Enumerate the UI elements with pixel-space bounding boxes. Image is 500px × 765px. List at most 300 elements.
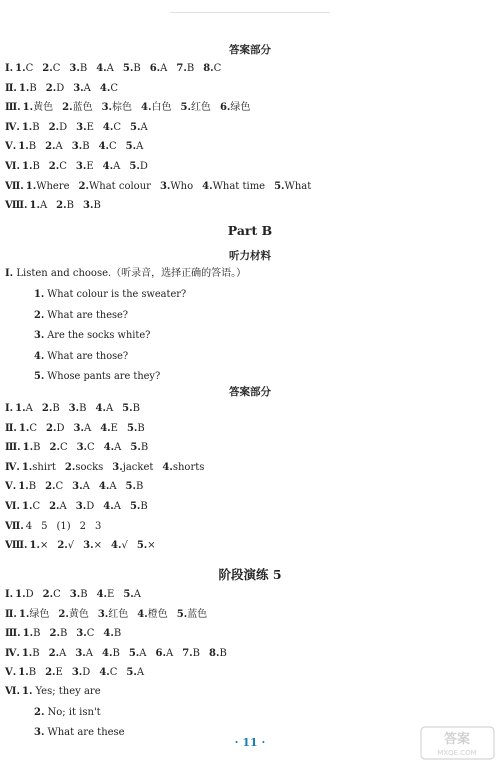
answer-item	[18, 481, 36, 492]
answer-item	[22, 648, 40, 659]
item-number: 2.	[62, 102, 73, 114]
item-value: A	[83, 82, 91, 94]
question-number: Ⅵ.	[5, 501, 20, 512]
item-number: 5.	[129, 501, 141, 512]
answer-item	[99, 141, 117, 152]
answer-row	[5, 403, 140, 415]
answer-item	[100, 423, 118, 434]
page-number: · 11 ·	[234, 736, 266, 749]
answer-row	[5, 161, 148, 173]
section-title-answers-2: 答案部分	[229, 386, 271, 398]
answer-item	[203, 63, 221, 74]
answer-item	[73, 83, 91, 94]
section-title-listening: 听力材料	[229, 250, 271, 262]
item-value: C	[52, 63, 61, 74]
item-number: 1.	[21, 686, 33, 697]
item-number: 5.	[130, 121, 141, 133]
question-number: Ⅲ.	[5, 102, 21, 114]
answer-item	[141, 102, 171, 113]
item-number: 1.	[22, 102, 34, 114]
question-number: Ⅷ.	[5, 540, 28, 552]
item-value: D	[59, 121, 68, 133]
answer-item	[69, 403, 87, 414]
item-number: 2.	[49, 501, 60, 512]
question-number: Ⅳ.	[5, 461, 20, 473]
item-number: 4.	[102, 647, 113, 659]
item-number: 1.	[21, 121, 33, 133]
item-value: A	[113, 501, 121, 512]
top-rule	[170, 12, 330, 13]
item-value: D	[139, 161, 148, 172]
item-number: 2.	[46, 422, 57, 434]
item-value: What	[284, 180, 312, 192]
answer-item	[46, 83, 64, 94]
item-number: 6.	[219, 102, 231, 114]
item-value: B	[32, 121, 40, 133]
answer-item	[23, 442, 41, 453]
item-value: B	[79, 63, 88, 74]
item-value: E	[55, 667, 63, 679]
answer-item	[65, 462, 103, 473]
answer-row	[34, 707, 101, 719]
question-number: 4.	[34, 350, 45, 362]
answer-item	[62, 102, 92, 113]
answer-item	[104, 442, 122, 453]
item-value: 5	[41, 520, 48, 532]
question-number: Ⅰ.	[5, 63, 14, 74]
item-value: B	[33, 628, 41, 640]
item-number: 2.	[42, 63, 53, 74]
item-value: C	[213, 63, 222, 74]
answer-item	[76, 122, 94, 133]
question-number: Ⅶ.	[5, 520, 24, 532]
answer-item	[137, 609, 167, 620]
item-number: 1.	[18, 141, 29, 153]
svg-text:MXQE.COM: MXQE.COM	[437, 749, 477, 757]
item-value: 红色	[108, 608, 129, 620]
answer-item	[42, 403, 60, 414]
item-value: B	[32, 161, 40, 172]
item-value: A	[106, 63, 114, 74]
item-value: C	[86, 628, 95, 640]
answer-item	[75, 648, 93, 659]
item-value: B	[112, 647, 120, 659]
answer-item	[103, 628, 121, 639]
answer-row	[5, 83, 118, 95]
item-value: jacket	[122, 461, 154, 473]
question-text: What are those?	[47, 350, 129, 362]
answer-item	[274, 181, 311, 192]
item-number: 4.	[98, 481, 110, 493]
item-value: shorts	[172, 461, 205, 473]
item-value: 蓝色	[187, 608, 208, 620]
question-number: Ⅶ.	[5, 180, 24, 192]
answer-item	[22, 161, 40, 172]
item-number: 3.	[76, 628, 87, 640]
item-value: ×	[39, 540, 49, 552]
item-value: B	[28, 141, 37, 153]
item-number: 1.	[18, 422, 30, 434]
question-number: 5.	[34, 371, 45, 382]
question-number: 2.	[34, 309, 45, 321]
answer-item	[126, 667, 144, 678]
question-text: Whose pants are they?	[47, 371, 161, 382]
item-value: E	[86, 121, 94, 133]
listening-question	[34, 289, 186, 301]
item-value: √	[67, 540, 75, 552]
item-value: A	[136, 667, 145, 679]
item-number: 5.	[125, 481, 136, 493]
item-number: 3.	[72, 481, 83, 493]
item-value: A	[83, 422, 92, 434]
item-number: 8.	[203, 63, 214, 74]
item-number: 3.	[71, 667, 83, 679]
question-number: Ⅰ.	[5, 589, 14, 600]
answer-item	[130, 442, 148, 453]
answer-item	[29, 200, 47, 211]
item-number: 4.	[103, 501, 114, 512]
item-number: 3.	[76, 442, 88, 454]
listening-intro	[5, 268, 246, 280]
item-value: D	[82, 667, 91, 679]
item-value: B	[136, 481, 144, 493]
item-value: B	[80, 589, 88, 600]
item-number: 4.	[96, 589, 108, 600]
item-number: 2.	[41, 403, 53, 414]
item-value: E	[107, 589, 115, 600]
question-text: Are the socks white?	[47, 330, 151, 341]
item-value: A	[140, 121, 148, 133]
answer-item	[45, 667, 63, 678]
question-number: Ⅲ.	[5, 628, 21, 640]
item-number: 2.	[48, 121, 60, 133]
item-value: B	[28, 667, 37, 679]
item-number: 5.	[128, 647, 140, 659]
item-number: 1.	[15, 403, 26, 414]
item-value: A	[139, 647, 147, 659]
answer-row	[5, 63, 221, 75]
item-number: 5.	[176, 608, 188, 620]
item-number: 4.	[99, 667, 110, 679]
section-title-part-b: Part B	[227, 223, 273, 238]
question-number: Ⅴ.	[5, 481, 17, 493]
item-value: B	[133, 63, 141, 74]
item-number: 4.	[99, 82, 111, 94]
item-value: E	[86, 161, 94, 172]
answer-row	[5, 102, 250, 114]
answer-item	[122, 403, 140, 414]
answer-item	[49, 648, 67, 659]
answer-item	[56, 200, 74, 211]
answer-item	[79, 181, 151, 192]
item-value: ×	[93, 540, 102, 552]
item-value: A	[165, 647, 174, 659]
item-number: 1.	[15, 589, 26, 600]
answer-item	[76, 628, 94, 639]
item-number: 3.	[76, 121, 87, 133]
item-number: 3.	[73, 422, 84, 434]
item-value: D	[25, 589, 34, 600]
answer-item	[22, 462, 56, 473]
listening-intro-text: Listen and choose.（听录音，选择正确的答语。）	[16, 268, 247, 279]
answer-item	[49, 501, 67, 512]
item-number: 2.	[45, 667, 56, 679]
answer-item	[80, 521, 86, 532]
item-number: 5.	[126, 422, 138, 434]
answer-item	[15, 63, 33, 74]
answer-item	[127, 423, 145, 434]
answer-item	[49, 628, 67, 639]
item-number: 2.	[45, 481, 56, 493]
answer-item	[19, 423, 37, 434]
item-number: 6.	[149, 63, 161, 74]
item-value: B	[29, 82, 37, 94]
item-number: 4.	[141, 102, 152, 114]
item-value: No; it isn't	[47, 706, 101, 718]
item-value: A	[136, 141, 144, 153]
listening-question	[34, 351, 128, 363]
item-value: What time	[212, 180, 266, 192]
item-value: A	[59, 501, 67, 512]
answer-item	[22, 501, 40, 512]
answer-item	[45, 141, 63, 152]
answer-item	[129, 161, 147, 172]
listening-question	[34, 371, 160, 383]
answer-item	[74, 423, 92, 434]
item-value: 蓝色	[72, 102, 93, 114]
item-number: 5.	[136, 540, 148, 552]
item-number: 5.	[122, 63, 134, 74]
answer-item	[99, 481, 117, 492]
answer-item	[96, 63, 114, 74]
answer-row	[5, 141, 143, 153]
item-number: 3.	[73, 82, 84, 94]
item-number: 2.	[45, 82, 57, 94]
question-text: What colour is the sweater?	[47, 289, 187, 300]
answer-item	[76, 161, 94, 172]
item-number: 2.	[48, 647, 60, 659]
answer-item	[95, 403, 113, 414]
answer-item	[19, 609, 49, 620]
answer-item	[103, 122, 121, 133]
item-value: D	[86, 501, 95, 512]
item-value: ×	[147, 540, 156, 552]
item-number: 5.	[125, 141, 137, 153]
answer-item	[70, 589, 88, 600]
item-value: A	[82, 481, 90, 493]
item-value: 绿色	[29, 608, 50, 620]
item-number: 5.	[122, 403, 133, 414]
answer-item	[23, 102, 53, 113]
item-value: B	[219, 647, 227, 659]
answer-row	[5, 442, 148, 454]
answer-row	[5, 667, 144, 679]
item-value: B	[66, 200, 74, 212]
item-value: A	[105, 403, 114, 414]
item-value: shirt	[32, 461, 56, 473]
item-value: (1)	[56, 520, 71, 532]
item-number: 2.	[56, 200, 67, 212]
item-number: 2.	[48, 161, 60, 172]
listening-question	[34, 330, 150, 342]
answer-item	[22, 122, 40, 133]
item-value: B	[140, 442, 149, 454]
item-number: 1.	[22, 442, 34, 454]
item-number: 2.	[49, 628, 60, 640]
item-value: B	[32, 647, 40, 659]
item-number: 4.	[103, 442, 115, 454]
item-number: 5.	[126, 667, 137, 679]
answer-row	[5, 628, 121, 640]
answer-item	[72, 141, 90, 152]
item-value: C	[87, 442, 95, 454]
item-value: C	[25, 63, 34, 74]
item-number: 5.	[130, 442, 141, 454]
item-number: 1.	[21, 501, 33, 512]
item-value: A	[59, 647, 67, 659]
question-number: Ⅵ.	[5, 686, 20, 697]
answer-item	[26, 521, 32, 532]
svg-text:答案: 答案	[443, 732, 471, 747]
answer-item	[111, 540, 128, 551]
item-number: 3.	[75, 647, 86, 659]
question-number: Ⅱ.	[5, 422, 17, 434]
item-value: 橙色	[147, 608, 168, 620]
item-number: 4.	[95, 403, 106, 414]
item-value: B	[140, 501, 148, 512]
item-number: 2.	[57, 540, 68, 552]
answer-item	[182, 648, 200, 659]
item-value: B	[33, 442, 41, 454]
answer-item	[83, 200, 101, 211]
item-number: 3.	[75, 501, 87, 512]
item-value: B	[28, 481, 37, 493]
item-number: 4.	[96, 63, 107, 74]
answer-item	[46, 423, 64, 434]
answer-row	[5, 200, 101, 212]
answer-item	[177, 609, 207, 620]
item-value: 3	[95, 520, 102, 532]
watermark-logo	[420, 726, 495, 760]
item-value: B	[59, 628, 68, 640]
question-number: Ⅱ.	[5, 608, 17, 620]
item-number: 1.	[25, 180, 37, 192]
item-number: 4.	[103, 628, 114, 640]
item-value: A	[55, 141, 63, 153]
item-number: 3.	[69, 589, 81, 600]
answer-row	[5, 122, 148, 134]
item-number: 3.	[97, 608, 109, 620]
item-value: A	[85, 647, 94, 659]
answer-item	[180, 102, 210, 113]
item-value: C	[109, 667, 118, 679]
section-title-answers-1: 答案部分	[229, 44, 271, 56]
item-value: C	[59, 442, 68, 454]
answer-row	[5, 481, 143, 493]
answer-item	[123, 63, 141, 74]
answer-item	[102, 648, 120, 659]
item-value: C	[109, 141, 117, 153]
answer-item	[76, 501, 94, 512]
item-number: 4.	[102, 161, 114, 172]
listening-intro-num: Ⅰ.	[5, 268, 14, 279]
answer-item	[18, 141, 36, 152]
question-number: Ⅴ.	[5, 141, 17, 153]
item-value: E	[110, 422, 118, 434]
answer-item	[15, 589, 33, 600]
item-value: A	[113, 161, 121, 172]
item-value: √	[121, 540, 128, 552]
item-value: B	[93, 200, 101, 212]
item-number: 2.	[42, 589, 54, 600]
item-number: 2.	[78, 180, 89, 192]
question-number: Ⅳ.	[5, 647, 20, 659]
answer-item	[83, 540, 102, 551]
item-value: B	[52, 403, 60, 414]
item-number: 1.	[21, 461, 33, 473]
item-number: 1.	[18, 667, 29, 679]
item-value: 棕色	[112, 102, 133, 114]
item-value: C	[113, 121, 122, 133]
answer-item	[45, 481, 63, 492]
item-number: 1.	[22, 628, 34, 640]
answer-item	[220, 102, 250, 113]
answer-item	[112, 462, 153, 473]
answer-row	[5, 648, 227, 660]
answer-item	[129, 648, 147, 659]
item-number: 3.	[83, 540, 94, 552]
answer-row	[5, 181, 311, 193]
item-value: A	[39, 200, 48, 212]
answer-item	[100, 83, 118, 94]
answer-item	[102, 102, 132, 113]
item-number: 4.	[137, 608, 148, 620]
item-value: 绿色	[230, 102, 251, 114]
item-number: 3.	[34, 727, 45, 738]
item-number: 3.	[71, 141, 83, 153]
question-text: What are these?	[47, 309, 129, 321]
question-number: Ⅵ.	[5, 161, 20, 172]
answer-item	[69, 63, 87, 74]
item-number: 6.	[155, 647, 166, 659]
question-number: Ⅲ.	[5, 442, 21, 454]
answer-item	[42, 63, 60, 74]
answer-item	[137, 540, 156, 551]
answer-item	[43, 589, 61, 600]
item-number: 3.	[82, 200, 94, 212]
answer-item	[18, 667, 36, 678]
item-number: 2.	[49, 442, 60, 454]
answer-item	[49, 161, 67, 172]
answer-row	[5, 521, 101, 533]
item-value: B	[82, 141, 90, 153]
item-value: D	[56, 82, 65, 94]
answer-item	[15, 403, 33, 414]
item-number: 4.	[98, 141, 110, 153]
question-number: 3.	[34, 330, 45, 341]
answer-item	[209, 648, 227, 659]
listening-question	[34, 310, 128, 322]
answer-item	[49, 122, 67, 133]
section-title-stage-5: 阶段演练 5	[218, 567, 282, 582]
item-value: 黄色	[33, 102, 54, 114]
item-number: 7.	[182, 647, 193, 659]
item-value: C	[110, 82, 119, 94]
item-number: 3.	[101, 102, 113, 114]
item-number: 1.	[21, 647, 33, 659]
item-value: B	[79, 403, 87, 414]
answer-row	[5, 609, 207, 621]
